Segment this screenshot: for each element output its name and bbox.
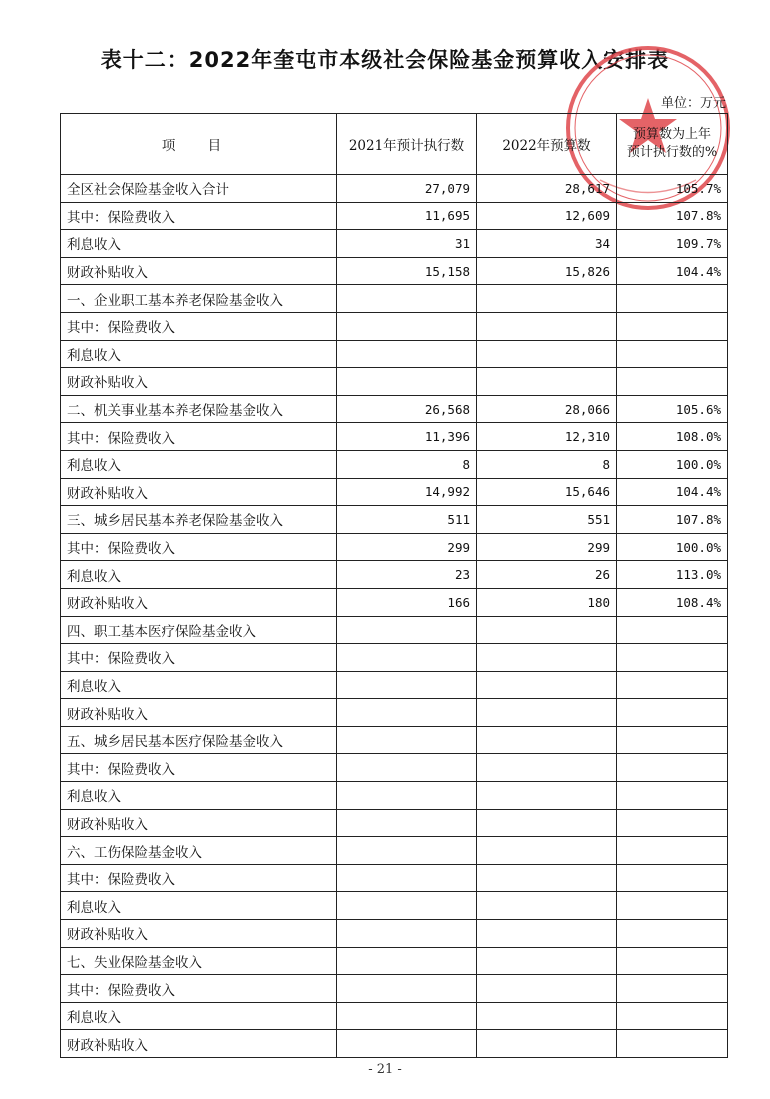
ratio-header-line-1: 预算数为上年: [632, 127, 711, 142]
cell-2022-budget: [477, 726, 617, 754]
row-label: 二、机关事业基本养老保险基金收入: [61, 395, 337, 423]
row-label: 三、城乡居民基本养老保险基金收入: [61, 506, 337, 534]
cell-2022-budget: 12,609: [477, 202, 617, 230]
row-label: 全区社会保险基金收入合计: [61, 175, 337, 203]
cell-2022-budget: [477, 975, 617, 1003]
row-label: 财政补贴收入: [61, 699, 337, 727]
cell-2022-budget: 12,310: [477, 423, 617, 451]
table-row: [61, 395, 728, 423]
table-header-row: [61, 114, 728, 175]
cell-2022-budget: 28,617: [477, 175, 617, 203]
cell-2022-budget: 299: [477, 533, 617, 561]
column-header-2021-execution: 2021年预计执行数: [337, 114, 477, 175]
row-label: 其中：保险费收入: [61, 975, 337, 1003]
table-row: [61, 1030, 728, 1058]
table-row: [61, 644, 728, 672]
cell-2022-budget: [477, 809, 617, 837]
cell-ratio: [617, 671, 728, 699]
table-row: [61, 423, 728, 451]
table-row: [61, 175, 728, 203]
row-label: 财政补贴收入: [61, 809, 337, 837]
table-row: [61, 726, 728, 754]
cell-ratio: [617, 975, 728, 1003]
cell-2021-execution: 31: [337, 230, 477, 258]
cell-ratio: [617, 920, 728, 948]
cell-2021-execution: [337, 340, 477, 368]
cell-ratio: [617, 285, 728, 313]
cell-2022-budget: [477, 782, 617, 810]
table-row: [61, 782, 728, 810]
table-row: [61, 588, 728, 616]
cell-2021-execution: [337, 285, 477, 313]
table-row: [61, 892, 728, 920]
cell-ratio: 104.4%: [617, 257, 728, 285]
row-label: 四、职工基本医疗保险基金收入: [61, 616, 337, 644]
budget-table: [60, 113, 728, 1058]
cell-2022-budget: [477, 644, 617, 672]
cell-2021-execution: [337, 754, 477, 782]
row-label: 七、失业保险基金收入: [61, 947, 337, 975]
cell-2021-execution: 299: [337, 533, 477, 561]
unit-label: 单位：万元: [660, 96, 726, 111]
cell-2021-execution: [337, 920, 477, 948]
cell-2021-execution: 8: [337, 450, 477, 478]
table-row: [61, 478, 728, 506]
cell-2021-execution: 11,695: [337, 202, 477, 230]
cell-2021-execution: [337, 616, 477, 644]
table-row: [61, 340, 728, 368]
row-label: 其中：保险费收入: [61, 644, 337, 672]
table-row: [61, 864, 728, 892]
cell-2021-execution: [337, 782, 477, 810]
cell-2021-execution: 166: [337, 588, 477, 616]
row-label: 财政补贴收入: [61, 478, 337, 506]
table-row: [61, 285, 728, 313]
cell-2022-budget: 28,066: [477, 395, 617, 423]
table-row: [61, 754, 728, 782]
cell-2021-execution: [337, 368, 477, 396]
cell-ratio: [617, 809, 728, 837]
row-label: 财政补贴收入: [61, 368, 337, 396]
cell-2021-execution: 11,396: [337, 423, 477, 451]
cell-2022-budget: [477, 699, 617, 727]
cell-2021-execution: 27,079: [337, 175, 477, 203]
cell-2021-execution: 26,568: [337, 395, 477, 423]
column-header-item: 项 目: [61, 114, 337, 175]
cell-2021-execution: [337, 864, 477, 892]
cell-2021-execution: [337, 671, 477, 699]
row-label: 五、城乡居民基本医疗保险基金收入: [61, 726, 337, 754]
cell-2022-budget: [477, 285, 617, 313]
table-row: [61, 671, 728, 699]
cell-2021-execution: 23: [337, 561, 477, 589]
row-label: 其中：保险费收入: [61, 202, 337, 230]
cell-2021-execution: [337, 644, 477, 672]
table-row: [61, 1002, 728, 1030]
cell-ratio: [617, 782, 728, 810]
table-row: [61, 920, 728, 948]
cell-2022-budget: 15,826: [477, 257, 617, 285]
cell-ratio: 100.0%: [617, 533, 728, 561]
cell-ratio: [617, 864, 728, 892]
table-row: [61, 450, 728, 478]
column-header-ratio: [617, 114, 728, 175]
cell-ratio: 105.6%: [617, 395, 728, 423]
ratio-header-line-2: 预计执行数的%: [626, 145, 718, 160]
cell-2022-budget: [477, 616, 617, 644]
cell-ratio: [617, 644, 728, 672]
row-label: 其中：保险费收入: [61, 533, 337, 561]
cell-2022-budget: 180: [477, 588, 617, 616]
cell-2022-budget: 26: [477, 561, 617, 589]
cell-ratio: [617, 947, 728, 975]
cell-2021-execution: [337, 975, 477, 1003]
row-label: 利息收入: [61, 671, 337, 699]
cell-ratio: 113.0%: [617, 561, 728, 589]
row-label: 其中：保险费收入: [61, 312, 337, 340]
row-label: 利息收入: [61, 561, 337, 589]
cell-2022-budget: [477, 920, 617, 948]
table-row: [61, 506, 728, 534]
table-row: [61, 947, 728, 975]
cell-2022-budget: 551: [477, 506, 617, 534]
cell-2022-budget: [477, 1030, 617, 1058]
cell-ratio: [617, 340, 728, 368]
cell-ratio: [617, 312, 728, 340]
cell-ratio: [617, 726, 728, 754]
table-row: [61, 616, 728, 644]
row-label: 利息收入: [61, 340, 337, 368]
table-row: [61, 837, 728, 865]
cell-2021-execution: [337, 809, 477, 837]
cell-2021-execution: 511: [337, 506, 477, 534]
row-label: 利息收入: [61, 1002, 337, 1030]
cell-2022-budget: [477, 837, 617, 865]
row-label: 利息收入: [61, 782, 337, 810]
cell-2022-budget: 8: [477, 450, 617, 478]
row-label: 财政补贴收入: [61, 588, 337, 616]
table-row: [61, 312, 728, 340]
cell-ratio: 108.0%: [617, 423, 728, 451]
cell-ratio: 109.7%: [617, 230, 728, 258]
cell-2022-budget: [477, 340, 617, 368]
table-row: [61, 368, 728, 396]
cell-2022-budget: 15,646: [477, 478, 617, 506]
cell-ratio: 107.8%: [617, 202, 728, 230]
row-label: 其中：保险费收入: [61, 864, 337, 892]
cell-ratio: 104.4%: [617, 478, 728, 506]
row-label: 利息收入: [61, 892, 337, 920]
cell-ratio: 107.8%: [617, 506, 728, 534]
cell-ratio: [617, 368, 728, 396]
cell-ratio: [617, 892, 728, 920]
table-row: [61, 230, 728, 258]
cell-ratio: 105.7%: [617, 175, 728, 203]
cell-2022-budget: [477, 671, 617, 699]
table-body: [61, 175, 728, 1058]
cell-2021-execution: [337, 947, 477, 975]
table-row: [61, 533, 728, 561]
cell-ratio: [617, 754, 728, 782]
page-title: 表十二：2022年奎屯市本级社会保险基金预算收入安排表: [100, 48, 670, 72]
row-label: 财政补贴收入: [61, 920, 337, 948]
cell-2021-execution: [337, 726, 477, 754]
cell-2021-execution: [337, 699, 477, 727]
table-row: [61, 561, 728, 589]
cell-2021-execution: [337, 312, 477, 340]
row-label: 一、企业职工基本养老保险基金收入: [61, 285, 337, 313]
cell-2021-execution: 15,158: [337, 257, 477, 285]
cell-ratio: 108.4%: [617, 588, 728, 616]
column-header-2022-budget: 2022年预算数: [477, 114, 617, 175]
cell-ratio: [617, 837, 728, 865]
row-label: 利息收入: [61, 450, 337, 478]
cell-2022-budget: [477, 1002, 617, 1030]
cell-2022-budget: [477, 754, 617, 782]
cell-ratio: 100.0%: [617, 450, 728, 478]
cell-2022-budget: 34: [477, 230, 617, 258]
row-label: 财政补贴收入: [61, 1030, 337, 1058]
table-row: [61, 699, 728, 727]
cell-2022-budget: [477, 892, 617, 920]
cell-2022-budget: [477, 864, 617, 892]
cell-2022-budget: [477, 312, 617, 340]
cell-2022-budget: [477, 368, 617, 396]
table-row: [61, 975, 728, 1003]
cell-2021-execution: [337, 1030, 477, 1058]
cell-2021-execution: 14,992: [337, 478, 477, 506]
row-label: 其中：保险费收入: [61, 754, 337, 782]
row-label: 财政补贴收入: [61, 257, 337, 285]
row-label: 其中：保险费收入: [61, 423, 337, 451]
cell-ratio: [617, 699, 728, 727]
row-label: 利息收入: [61, 230, 337, 258]
table-row: [61, 202, 728, 230]
cell-2021-execution: [337, 892, 477, 920]
table-row: [61, 809, 728, 837]
cell-ratio: [617, 616, 728, 644]
row-label: 六、工伤保险基金收入: [61, 837, 337, 865]
page-number: - 21 -: [368, 1062, 402, 1077]
cell-2022-budget: [477, 947, 617, 975]
cell-2021-execution: [337, 1002, 477, 1030]
cell-2021-execution: [337, 837, 477, 865]
table-row: [61, 257, 728, 285]
cell-ratio: [617, 1030, 728, 1058]
cell-ratio: [617, 1002, 728, 1030]
